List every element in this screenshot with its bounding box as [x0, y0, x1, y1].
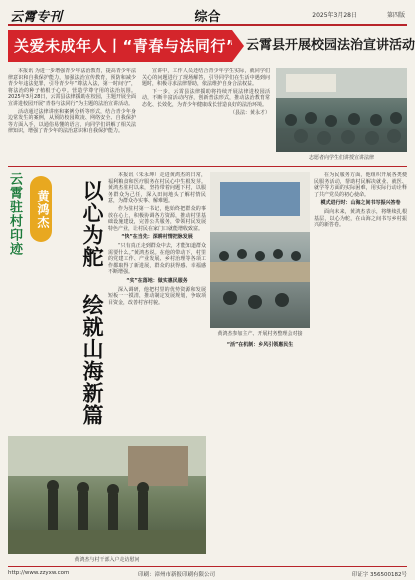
column-text-col-3: [314, 172, 407, 562]
edition-number: 第四版: [386, 12, 405, 19]
main-article-col-2: [142, 68, 270, 164]
column-p2: 作为驻村第一书记，他始终把群众的事放在心上，积极协调各方资源，推动村里基础设施建设，完善公共服务，带领村民发展特色产业，让村民在家门口就能增收致富。: [108, 205, 206, 232]
column-text-col-1: [108, 172, 206, 418]
column-slogan: 以心为舵 绘就山海新篇: [80, 180, 105, 426]
column-p1: 本报讯（朱永坤）走进黄鸿杰的日常，福利粮食和医疗服务在村民心中生根发芽。黄鸿杰驻村以来，坚持带着问题下村，以服务群众为己任，深入田间地头了解村情民意，为群众办实事、解难题。: [108, 172, 206, 205]
photo-meeting: [210, 172, 310, 328]
photo-mid-caption: 黄鸿杰参加主产、开展村务整理会对接: [217, 331, 303, 337]
section-title: 综合: [194, 10, 221, 25]
footer-website: http://www.zzyxw.com: [8, 570, 70, 576]
person-name-badge: 黄鸿杰: [30, 176, 52, 242]
main-article-p4: 下一步，云霄县法律援助将持续开展法律进校园活动，不断丰富活动内容，创新普法形式，推动法治教育常态化、长效化，为青少年健康成长营造良好的法治环境。: [142, 88, 270, 108]
photo-top-caption: 志愿者向学生们讲授宣讲法律: [308, 155, 374, 161]
paper-name: 云霄专刊: [10, 10, 63, 25]
column-sub3: “活”在机制：乡风引领惠民生: [226, 342, 294, 348]
column-sub1: “快”在当先：深耕村情把脉发展: [121, 234, 193, 241]
headline-arrow-icon: [232, 30, 244, 62]
column-p3: “只有真正走到群众中去，才能知道群众需要什么。”黄鸿杰说。在他的带动下，村里的党建工作、产业发展、乡村治理等各项工作都取得了新进展，群众的获得感、幸福感不断增强。: [108, 242, 206, 276]
main-article-byline: （县法：黄永才）: [229, 109, 270, 116]
photo-bottom-caption: 黄鸿杰与村干部入户走访慰问: [74, 557, 140, 563]
main-article-col-1: [8, 68, 136, 164]
headline-banner: [8, 30, 415, 62]
column-p6: 面向未来，黄鸿杰表示，将继续扎根基层，以心为舵，在山海之间书写乡村振兴的新答卷。: [314, 208, 407, 229]
masthead: [8, 4, 407, 26]
footer-license: 印证字 356500182号: [351, 572, 407, 578]
main-article-p1: 本报讯 为进一步增强青少年法治教育，提高青少年法律意识和自我保护能力，加强法治宣传教育，预防和减少青少年违法犯罪，引导青少年“尊法入法，第一时间守”，将法治的种子植根于心中。营造学尊守用的法治氛围。2025年3月28日，云霄县法律援助在校园，主题开展全面宣讲进校园开展“青春与法同行”为主题的法治宣讲活动。: [8, 68, 136, 107]
main-article-p2: 活动通过法律讲座和案例分析等形式，结合青少年身边常发生的案例，从预防校园欺凌、网络安全、自我保护等方面入手，以通俗易懂的语言，向同学们讲解了相关法律知识，增强了青少年的法治意识和自我保护能力。: [8, 108, 136, 135]
column-p5: 在为民服务方面，他组织开展各类便民服务活动，帮助村民解决就业、就医、就学等方面的实际困难，用实际行动诠释了共产党员的初心使命。: [314, 172, 407, 198]
column-sub2: “实”在落地：做实惠民服务: [126, 277, 188, 284]
headline-red-block: [8, 30, 237, 62]
footer: [8, 566, 407, 579]
main-article-p3: 宣讲中，工作人员还结合青少年学生实际，就同学们关心的问题进行了现场解答，引导同学们在生活中遇到问题时，积极寻求法律帮助，依法维护自身合法权益。: [142, 68, 270, 88]
column-sub4: 模式进行时：山海之间书写振兴答卷: [320, 200, 401, 207]
photo-village-visit: [8, 436, 206, 554]
headline-right-text: 云霄县开展校园法治宣讲活动: [246, 38, 415, 53]
column-p4: 深入调研，他把村里的优势资源和发展短板一一摸清，推动制定发展规划，争取项目资金，改善村容村貌。: [108, 286, 206, 306]
section-divider: [8, 166, 407, 167]
photo-students-classroom: [276, 68, 407, 152]
footer-printer: 印刷：漳州市新报印刷有限公司: [138, 572, 216, 578]
column-text-col-2: [210, 340, 310, 562]
headline-left-text: 关爱未成年人丨“青春与法同行”: [14, 37, 237, 55]
column-label: 云霄驻村印迹: [7, 172, 22, 256]
issue-date: 2025年3月28日: [312, 12, 357, 19]
